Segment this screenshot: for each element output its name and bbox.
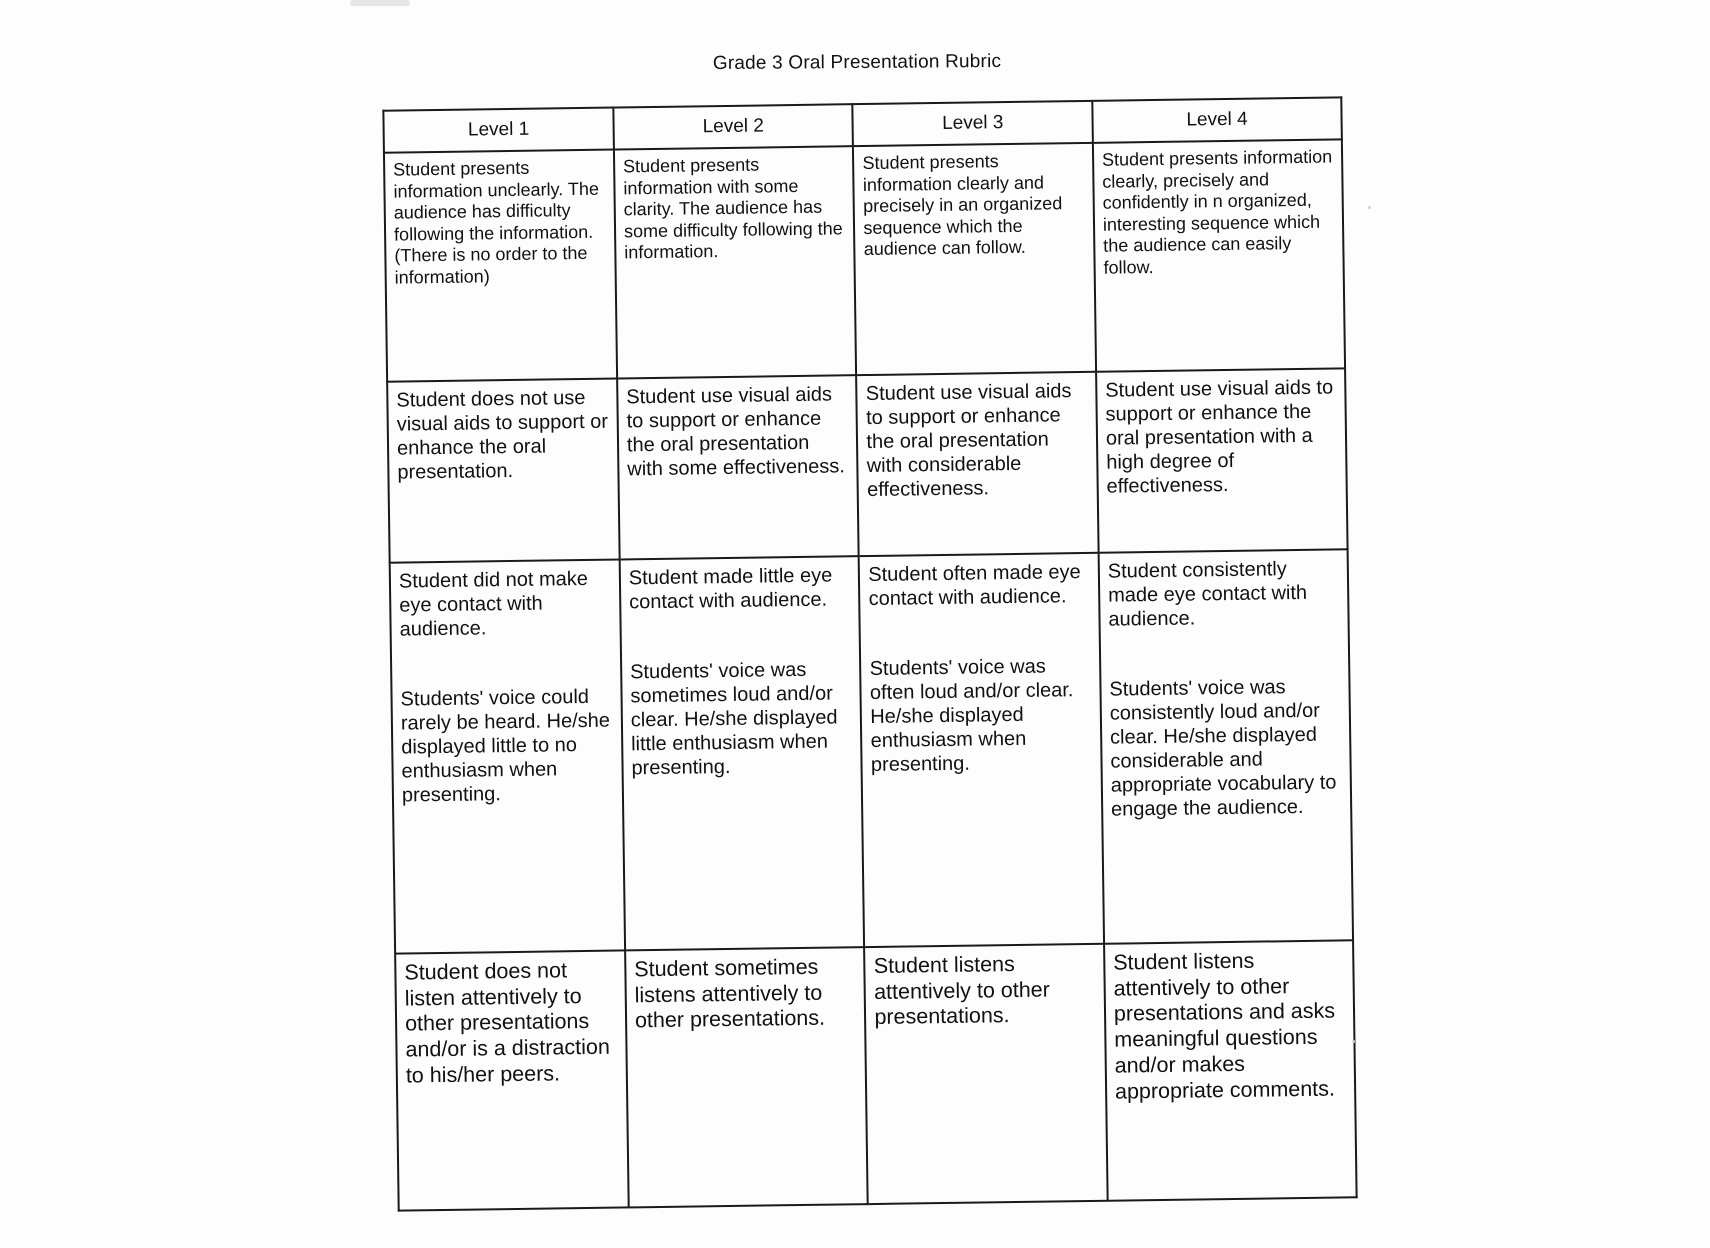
cell-text-voice: Students' voice could rarely be heard. He/she displayed little to no enthusiasm when presenting.	[400, 685, 611, 807]
header-level-2: Level 2	[613, 104, 853, 149]
cell-text: Student presents information clearly and precisely in an organized sequence which the audience can follow.	[862, 151, 1063, 260]
cell-text: Student presents information clearly, precisely and confidently in n organized, interesting sequence which the audience can easily follow.	[1101, 146, 1333, 278]
cell-text: Student does not use visual aids to support or enhance the oral presentation.	[396, 386, 609, 484]
cell-text: Student listens attentively to other presentations.	[873, 951, 1050, 1030]
cell-text-eye-contact: Student often made eye contact with audience.	[868, 561, 1081, 611]
cell-level-4	[1104, 940, 1357, 1201]
cell-level-4	[1093, 139, 1345, 371]
cell-level-1	[395, 950, 628, 1210]
cell-level-2	[620, 556, 865, 950]
header-level-1: Level 1	[383, 108, 613, 153]
cell-level-3	[864, 944, 1107, 1205]
criteria-row-visual-aids	[387, 368, 1347, 563]
cell-text-eye-contact: Student made little eye contact with audience.	[628, 564, 833, 614]
header-level-3: Level 3	[853, 101, 1093, 146]
stray-mark	[1352, 1040, 1355, 1043]
criteria-row-organization	[384, 139, 1345, 381]
cell-text: Student does not listen attentively to other presentations and/or is a distraction to his/her peers.	[404, 958, 610, 1088]
cell-text: Student sometimes listens attentively to other presentations.	[634, 954, 826, 1033]
cell-level-1	[384, 150, 617, 382]
cell-level-4	[1099, 549, 1354, 943]
rubric-table-container	[382, 96, 1357, 1211]
cell-text: Student presents information with some clarity. The audience has some difficulty following the information.	[622, 154, 843, 263]
cell-text: Student use visual aids to support or enhance the oral presentation with some effectiveness.	[626, 383, 845, 481]
cell-text: Student use visual aids to support or enhance the oral presentation with a high degree of effectiveness.	[1105, 376, 1334, 498]
criteria-row-listening	[395, 940, 1356, 1211]
cell-text-eye-contact: Student did not make eye contact with audience.	[398, 567, 589, 641]
cell-text: Student presents information unclearly. The audience has difficulty following the information. (There is no order to the information)	[393, 157, 600, 288]
page-smudge	[350, 0, 410, 6]
cell-text-voice: Students' voice was sometimes loud and/or clear. He/she displayed little enthusiasm when presenting.	[629, 658, 838, 780]
rubric-title: Grade 3 Oral Presentation Rubric	[712, 50, 1002, 75]
criteria-row-delivery	[390, 549, 1353, 953]
cell-level-3	[859, 553, 1104, 947]
cell-text-eye-contact: Student consistently made eye contact with audience.	[1107, 558, 1308, 631]
cell-level-3	[857, 372, 1099, 557]
cell-level-2	[614, 146, 857, 378]
cell-text: Student listens attentively to other presentations and asks meaningful questions and/or makes appropriate comments.	[1113, 948, 1336, 1104]
cell-level-1	[390, 560, 625, 954]
cell-text: Student use visual aids to support or enhance the oral presentation with considerable effectiveness.	[865, 379, 1072, 501]
cell-level-1	[387, 378, 619, 562]
cell-level-4	[1096, 368, 1348, 553]
rubric-table	[382, 96, 1357, 1211]
cell-level-3	[853, 143, 1096, 375]
cell-text-voice: Students' voice was often loud and/or clear. He/she displayed enthusiasm when presenting.	[869, 655, 1074, 777]
stray-mark	[1368, 206, 1371, 209]
cell-level-2	[625, 947, 868, 1208]
cell-level-2	[617, 375, 859, 560]
cell-text-voice: Students' voice was consistently loud and/or clear. He/she displayed considerable and appropriate vocabulary to engage the audience.	[1109, 676, 1337, 821]
header-level-4: Level 4	[1092, 97, 1342, 142]
